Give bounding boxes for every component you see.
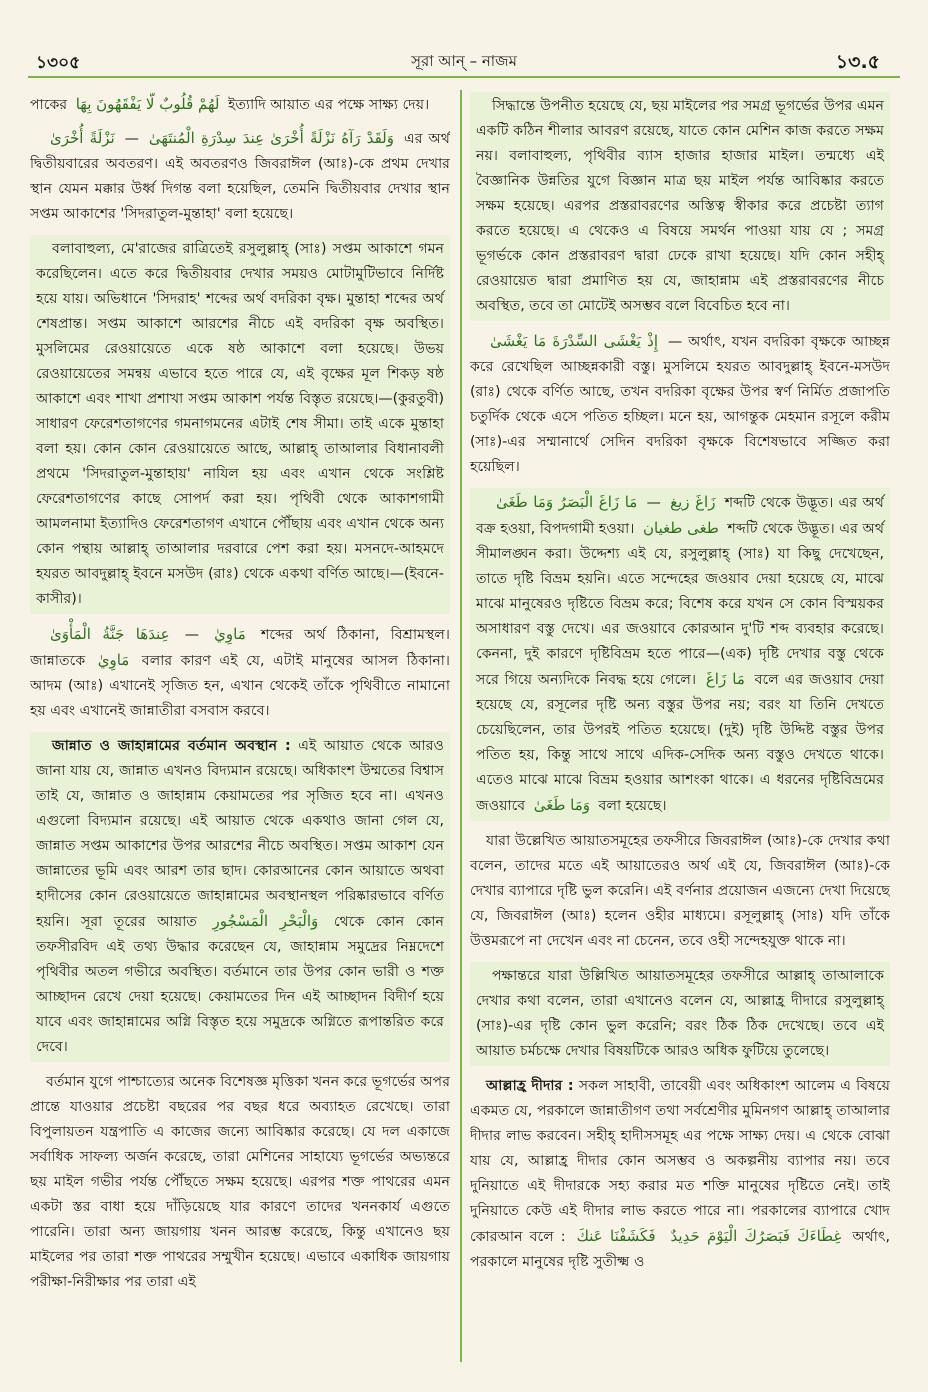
arabic-word: مَاوِيٰ: [97, 651, 130, 669]
arabic-word: زَاغَ زيغ: [670, 493, 716, 511]
header-rule: [28, 76, 900, 78]
paragraph: [470, 92, 890, 321]
page-number-right: ১৩.৫: [835, 51, 880, 73]
paragraph: [30, 732, 450, 1062]
dash: —: [173, 627, 211, 643]
arabic-verse: نَزْلَةً أُخْرَىٰ: [50, 129, 115, 147]
text: থেকে কোন কোন তফসীরবিদ এই তথ্য উদ্ধার করেছেন যে, জাহান্নাম সমুদ্রের নিম্নদেশে পৃথিবীর অতল গভীরে অবস্থিত। বর্তমানে তার উপর কোন ভারী ও শক্ত আচ্ছাদন রেখে দেয়া হয়েছে। কেয়ামতের দিন এই আচ্ছাদন বিদীর্ণ হয়ে যাবে এবং জাহান্নামের অগ্নি বিস্তৃত হয়ে সমুদ্রকে অগ্নিতে রূপান্তরিত করে দেবে।: [36, 914, 445, 1055]
text: — অর্থাৎ, যখন বদরিকা বৃক্ষকে আচ্ছন্ন করে রেখেছিল আচ্ছন্নকারী বস্তু। মুসলিমে হযরত আবদুল্লাহ্ ইবনে-মসউদ (রাঃ) থেকে বর্ণিত আছে, তখন বদরিকা বৃক্ষের উপর স্বর্ণ নির্মিত প্রজাপতি চতুর্দিক থেকে এসে পতিত হচ্ছিল। মনে হয়, আগন্তুক মেহমান রসূলে করীম (সাঃ)-এর সম্মানার্থে সেদিন বদরিকা বৃক্ষকে বিশেষভাবে সজ্জিত করা হয়েছিল।: [470, 334, 890, 475]
left-column: [30, 92, 450, 1362]
text: বর্তমান যুগে পাশ্চাত্যের অনেক বিশেষজ্ঞ মৃত্তিকা খনন করে ভূগর্ভের অপর প্রান্তে যাওয়ার প্রচেষ্টা বছরের পর বছর ধরে অব্যাহত রেখেছে। তারা বিপুলায়তন যন্ত্রপাতি এ কাজের জন্যে আবিষ্কার করেছে। যে দল একাজে সর্বাধিক সাফল্য অর্জন করেছে, তারা মেশিনের সাহায্যে ভূগর্ভের অভ্যন্তরে ছয় মাইল গভীর পর্যন্ত পৌঁছতে সক্ষম হয়েছে। এরপর শক্ত পাথরের এমন একটা স্তর বাধা হয়ে দাঁড়িয়েছে যার কারণে তাদের খননকার্য এগুতে পারেনি। তারা অন্য জায়গায় খনন আরম্ভ করেছে, কিন্তু এখানেও ছয় মাইলের পর তারা শক্ত পাথরের সম্মুখীন হয়েছে। এভাবে একাধিক জায়গায় পরীক্ষা-নিরীক্ষার পর তারা এই: [30, 1074, 450, 1290]
text: শব্দটি থেকে উদ্ভূত। এর অর্থ সীমালঙ্ঘন করা। উদ্দেশ্য এই যে, রসুলুল্লাহ্ (সাঃ) যা কিছু দেখেছেন, তাতে দৃষ্টি বিভ্রম হয়নি। এতে সন্দেহের জওয়াব দেয়া হয়েছে যে, মাঝে মাঝে মানুষেরও দৃষ্টিতে বিভ্রম করে; বিশেষ করে যখন সে কোন বিস্ময়কর অসাধারণ বস্তু দেখে। এর জওয়াবে কোরআন দু'টি শব্দ ব্যবহার করেছে। কেননা, দুই কারণে দৃষ্টিবিভ্রম হতে পারে—(এক) দৃষ্টি দেখার বস্তু থেকে সরে গিয়ে অন্যদিকে নিবদ্ধ হয়ে গেলে।: [476, 521, 885, 688]
paragraph: [30, 235, 450, 614]
dash: —: [118, 131, 145, 147]
paragraph: [470, 1074, 890, 1275]
section-heading: জান্নাত ও জাহান্নামের বর্তমান অবস্থান :: [52, 738, 291, 754]
text: শব্দের অর্থ ঠিকানা, বিশ্রামস্থল। জান্নাতকে: [30, 627, 450, 669]
text: সকল সাহাবী, তাবেয়ী এবং অধিকাংশ আলেম এ বিষয়ে একমত যে, পরকালে জান্নাতীগণ তথা সর্বশ্রেণীর মুমিনগণ আল্লাহ্ তাআলার দীদার লাভ করবেন। সহীহ্ হাদীসসমূহ এর পক্ষে সাক্ষ্য দেয়। এ থেকে বোঝা যায় যে, আল্লাহ্র দীদার কোন অসম্ভব ও অকল্পনীয় ব্যাপার নয়। তবে দুনিয়াতে এই দীদারকে সহ্য করার মত শক্তি মানুষের দৃষ্টিতে নেই। তাই দুনিয়াতে কেউ এই দীদার লাভ করতে পারে না। পরকালের ব্যাপারে খোদ কোরআন বলে :: [470, 1078, 890, 1245]
text: বলার কারণ এই যে, এটাই মানুষের আসল ঠিকানা। আদম (আঃ) এখানেই সৃজিত হন, এখান থেকেই তাঁকে পৃথিবীতে নামানো হয় এবং এখানেই জান্নাতীরা বসবাস করবে।: [30, 653, 450, 719]
arabic-verse: وَلَقَدْ رَآهُ نَزْلَةً أُخْرَىٰ عِندَ سِدْرَةِ الْمُنتَهَىٰ: [148, 129, 394, 147]
arabic-word: مَا زَاغَ: [705, 670, 745, 688]
page-number-bengali: ১৩০৫: [36, 53, 81, 73]
arabic-verse: فَكَشَفْنَا عَنكَ: [576, 1227, 656, 1245]
paragraph: [30, 126, 450, 227]
text: সিদ্ধান্তে উপনীত হয়েছে যে, ছয় মাইলের পর সমগ্র ভূগর্ভের উপর এমন একটি কঠিন শীলার আবরণ রয়েছে, যাতে কোন মেশিন কাজ করতে সক্ষম নয়। বলাবাহুল্য, পৃথিবীর ব্যাস হাজার হাজার মাইল। তন্মধ্যে এই বৈজ্ঞানিক উন্নতির যুগে বিজ্ঞান মাত্র ছয় মাইল পর্যন্ত আবিষ্কার করতে সক্ষম হয়েছে। এরপর প্রস্তরাবরণের অস্তিত্ব স্বীকার করে প্রচেষ্টা ত্যাগ করতে হয়েছে। এ থেকেও এ বিষয়ে সমর্থন পাওয়া যায় যে ; সমগ্র ভূগর্ভকে কোন প্রস্তরাবরণ দ্বারা ঢেকে রাখা হয়েছে। যদি কোন সহীহ্ রেওয়ায়েত দ্বারা প্রমাণিত হয় যে, জাহান্নাম এই প্রস্তরাবরণের নীচে অবস্থিত, তবে তা মোটেই অসম্ভব বলে বিবেচিত হবে না।: [476, 98, 884, 314]
running-title: সূরা আন্ – নাজম: [411, 52, 517, 70]
paragraph: [30, 1070, 450, 1295]
text: এর অর্থ দ্বিতীয়বারের অবতরণ। এই অবতরণও জিবরাঈল (আঃ)-কে প্রথম দেখার স্থান যেমন মক্কার উর্ধ্ব দিগন্ত বলা হয়েছিল, তেমনি দ্বিতীয়বার দেখার স্থান সপ্তম আকাশের 'সিদরাতুল-মুন্তাহা' বলা হয়েছে।: [30, 131, 450, 222]
arabic-verse: غِطَاءَكَ فَبَصَرُكَ الْيَوْمَ حَدِيدٌ: [670, 1227, 842, 1245]
arabic-word: مَاوِيٰ: [214, 625, 246, 643]
paragraph: [470, 962, 890, 1066]
text: শব্দটি থেকে উদ্ভূত। এর অর্থ বক্র হওয়া, বিপদগামী হওয়া।: [476, 495, 884, 537]
arabic-verse: إِذْ يَغْشَى السِّدْرَةَ مَا يَغْشَىٰ: [490, 332, 659, 350]
paragraph: [30, 92, 450, 118]
text: অর্থাৎ, পরকালে মানুষের দৃষ্টি সুতীক্ষ্ম ও: [470, 1229, 890, 1270]
text: যারা উল্লেখিত আয়াতসমূহের তফসীরে জিবরাঈল (আঃ)-কে দেখার কথা বলেন, তাদের মতে এই আয়াতেরও অর্থ এই যে, জিবরাঈল (আঃ)-কে দেখার ব্যাপারে দৃষ্টি ভুল করেনি। এই বর্ণনার প্রয়োজন এজন্যে দেখা দিয়েছে যে, জিবরাঈল (আঃ) হলেন ওহীর মাধ্যমে। রসূলুল্লাহ্ (সাঃ) যদি তাঁকে উত্তমরূপে না দেখেন এবং না চেনেন, তবে ওহী সন্দেহযুক্ত থাকে না।: [470, 833, 890, 949]
arabic-verse: وَالْبَحْرِ الْمَسْجُورِ: [212, 912, 319, 930]
section-heading: আল্লাহ্র দীদার :: [486, 1078, 574, 1094]
arabic-verse: عِندَهَا جَنَّةُ الْمَأْوَىٰ: [50, 625, 170, 643]
page-header: [28, 42, 900, 78]
paragraph: [470, 488, 890, 821]
column-divider: [460, 90, 462, 1362]
arabic-word: طغى طغيان: [643, 519, 719, 537]
text: পক্ষান্তরে যারা উল্লিখিত আয়াতসমূহের তফসীরে আল্লাহ্ তাআলাকে দেখার কথা বলেন, তারা এখানেও বলেন যে, আল্লাহ্র দীদারে রসুলুল্লাহ্ (সাঃ)-এর দৃষ্টি কোন ভুল করেনি; বরং ঠিক ঠিক দেখেছে। তবে এই আয়াত চর্মচক্ষে দেখার বিষয়টিকে আরও অধিক ফুটিয়ে তুলেছে।: [476, 968, 884, 1059]
paragraph: [470, 829, 890, 954]
paragraph: [470, 329, 890, 480]
arabic-word: وَمَا طَغَىٰ: [533, 796, 591, 814]
text: পাকের: [30, 97, 68, 113]
paragraph: [30, 622, 450, 724]
text: বলাবাহুল্য, মে'রাজের রাত্রিতেই রসুলুল্লাহ্ (সাঃ) সপ্তম আকাশে গমন করেছিলেন। এতে করে দ্বিতীয়বার দেখার সময়ও মোটামুটিভাবে নির্দিষ্ট হয়ে যায়। অভিধানে 'সিদরাহ' শব্দের অর্থ বদরিকা বৃক্ষ। মুন্তাহা শব্দের অর্থ শেষপ্রান্ত। সপ্তম আকাশে আরশের নীচে এই বদরিকা বৃক্ষ অবস্থিত। মুসলিমের রেওয়ায়েতে একে ষষ্ঠ আকাশে বলা হয়েছে। উভয় রেওয়ায়েতের সমন্বয় এভাবে হতে পারে যে, এই বৃক্ষের মূল শিকড় ষষ্ঠ আকাশে এবং শাখা প্রশাখা সপ্তম আকাশ পর্যন্ত বিস্তৃত রয়েছে।—(কুরতুবী) সাধারণ ফেরেশতাগণের গমনাগমনের এটাই শেষ সীমা। তাই একে মুন্তাহা বলা হয়। কোন কোন রেওয়ায়েতে আছে, আল্লাহ্ তাআলার বিধানাবলী প্রথমে 'সিদরাতুল-মুন্তাহায়' নাযিল হয় এবং এখান থেকে সংশ্লিষ্ট ফেরেশতাগণের কাছে সোপর্দ করা হয়। পৃথিবী থেকে আকাশগামী আমলনামা ইত্যাদিও ফেরেশতাগণ এখানে পৌঁছায় এবং এখান থেকে অন্য কোন পন্থায় আল্লাহ্ তাআলার দরবারে পেশ করা হয়। মসনদে-আহমদে হযরত আবদুল্লাহ্ ইবনে মসউদ (রাঃ) থেকে একথা বর্ণিত আছে।—(ইবনে-কাসীর)।: [36, 241, 444, 607]
text: বলে এর জওয়াব দেয়া হয়েছে যে, রসূলের দৃষ্টি অন্য বস্তুর উপর নয়; বরং যা তিনি দেখতে চেয়েছিলেন, তার উপরই পতিত হয়েছে। (দুই) দৃষ্টি উদ্দিষ্ট বস্তুর উপর পতিত হয়, কিন্তু সাথে সাথে এদিক-সেদিক অন্য বস্তুও দেখতে থাকে। এতেও মাঝে মাঝে বিভ্রম হওয়ার আশংকা থাকে। এ ধরনের দৃষ্টিবিভ্রমের জওয়াবে: [476, 672, 884, 814]
dash: —: [641, 495, 667, 511]
arabic-verse: مَا زَاغَ الْبَصَرُ وَمَا طَغَىٰ: [496, 493, 638, 511]
text: ইত্যাদি আয়াত এর পক্ষে সাক্ষ্য দেয়।: [228, 97, 430, 113]
arabic-verse: لَهُمْ قُلُوبٌ لَّا يَفْقَهُونَ بِهَا: [75, 95, 220, 113]
right-column: [470, 92, 890, 1362]
text: বলা হয়েছে।: [598, 798, 667, 814]
text: এই আয়াত থেকে আরও জানা যায় যে, জান্নাত এখনও বিদ্যমান রয়েছে। অধিকাংশ উম্মতের বিশ্বাস তাই যে, জান্নাত ও জাহান্নাম কেয়ামতের পর সৃজিত হবে না। এখনও এগুলো বিদ্যমান রয়েছে। এই আয়াত থেকে একথাও জানা গেল যে, জান্নাত সপ্তম আকাশের উপর আরশের নীচে অবস্থিত। সপ্তম আকাশ যেন জান্নাতের ভূমি এবং আরশ তার ছাদ। কোরআনের কোন আয়াতে অথবা হাদীসের কোন রেওয়ায়েতে জাহান্নামের অবস্থানস্থল পরিষ্কারভাবে বর্ণিত হয়নি। সূরা তূরের আয়াত: [36, 738, 444, 930]
